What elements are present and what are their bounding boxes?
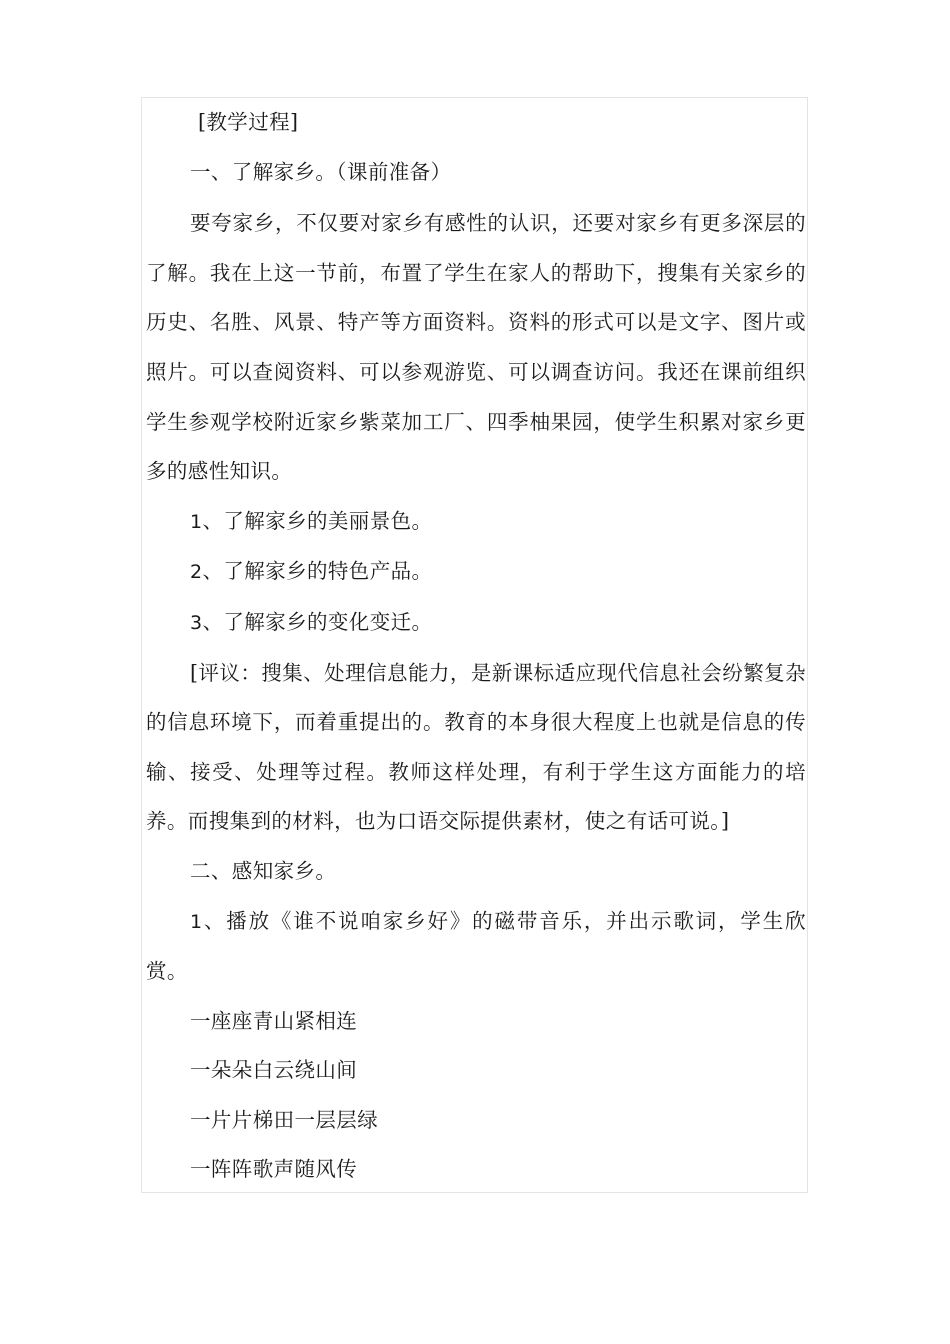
lyric-line: 一座座青山紧相连 [190, 1008, 358, 1033]
document-body [146, 98, 806, 1195]
lyric-line: 一片片梯田一层层绿 [190, 1107, 379, 1132]
item-number: 3 [190, 611, 203, 634]
section-1-title: 一、了解家乡。（课前准备） [190, 159, 452, 184]
lyric-line: 一朵朵白云绕山间 [190, 1058, 358, 1083]
lyric-line: 一阵阵歌声随风传 [190, 1157, 358, 1182]
list-item [146, 497, 806, 548]
step-text: 、播放《谁不说咱家乡好》的磁带音乐，并出示歌词，学生欣赏。 [146, 908, 806, 984]
item-text: 、了解家乡的特色产品。 [202, 559, 433, 584]
list-item [146, 547, 806, 598]
comment-paragraph: [评议：搜集、处理信息能力，是新课标适应现代信息社会纷繁复杂的信息环境下，而着重提出的。教育的本身很大程度上也就是信息的传输、接受、处理等过程。教师这样处理，有利于学生这方面能力的培养。而搜集到的材料，也为口语交际提供素材，使之有话可说。] [146, 660, 806, 834]
step-number: 1 [190, 910, 203, 933]
teaching-process-heading: [教学过程] [198, 110, 299, 134]
list-item [146, 598, 806, 649]
item-text: 、了解家乡的变化变迁。 [202, 609, 433, 634]
item-number: 2 [190, 561, 203, 584]
item-text: 、了解家乡的美丽景色。 [202, 508, 433, 533]
item-number: 1 [190, 510, 203, 533]
intro-paragraph: 要夸家乡，不仅要对家乡有感性的认识，还要对家乡有更多深层的了解。我在上这一节前，布置了学生在家人的帮助下，搜集有关家乡的历史、名胜、风景、特产等方面资料。资料的形式可以是文字、图片或照片。可以查阅资料、可以参观游览、可以调查访问。我还在课前组织学生参观学校附近家乡紫菜加工厂、四季柚果园，使学生积累对家乡更多的感性知识。 [146, 211, 806, 484]
step-1-paragraph [146, 897, 806, 997]
section-2-title: 二、感知家乡。 [190, 858, 337, 883]
